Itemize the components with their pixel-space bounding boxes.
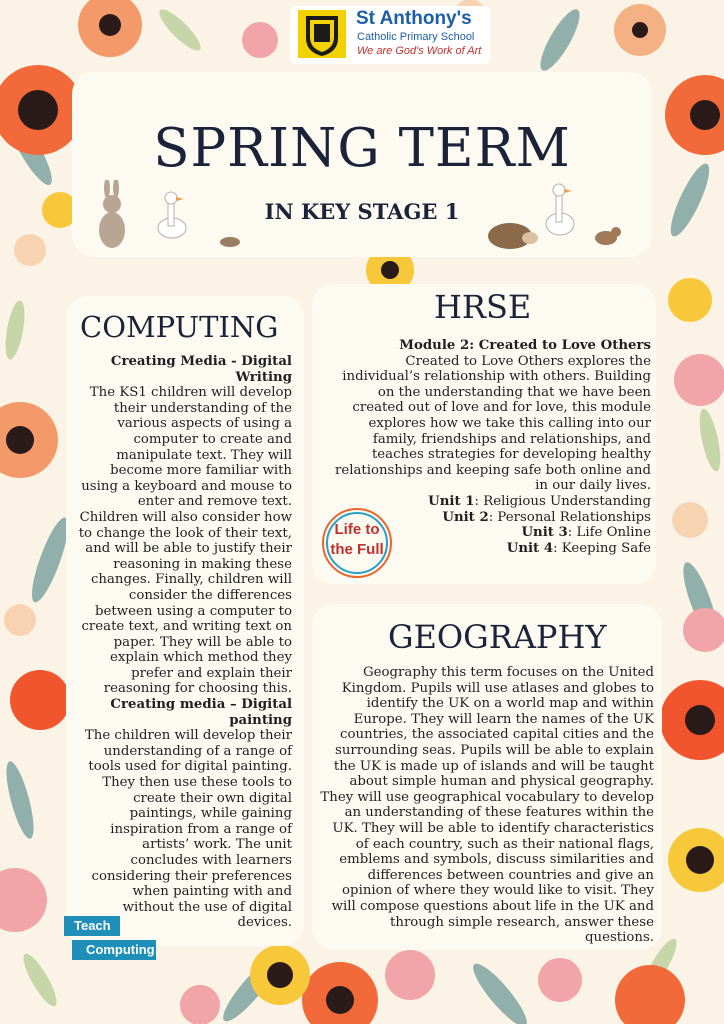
- school-crest-icon: [296, 8, 348, 60]
- geography-text: Geography this term focuses on the United Kingdom. Pupils will use atlases and globes to identify the UK on a world map and within Europe. They will learn the names of the UK countries, the associated capital cities and the surrounding seas. Pupils will be able to explain the UK is made up of islands and will be taught about simple human and physical geography. They will use geographical vocabulary to develop an understanding of these features within the UK. They will be able to identify characteristics of each country, such as their national flags, emblems and symbols, discuss similarities and differences between countries and give an opinion of where they would like to visit. They will compose questions about life in the UK and through simple research, answer these questions.: [320, 665, 654, 946]
- school-name: St Anthony's: [356, 8, 472, 29]
- hrse-unit-1: Unit 1: Religious Understanding: [428, 493, 651, 509]
- page-title: SPRING TERM: [153, 118, 571, 179]
- hrse-module-title: Module 2: Created to Love Others: [399, 338, 651, 353]
- computing-unit2-title: Creating media – Digital painting: [110, 697, 292, 728]
- animals-illustration: [90, 180, 630, 250]
- hrse-unit-2: Unit 2: Personal Relationships: [442, 509, 651, 525]
- hrse-description: Created to Love Others explores the individual’s relationship with others. Building on the understanding that we have been created out of love and for love, this module explores how we take this calling into our family, friendships and relationships, and teaches strategies for developing healthy relationships and keeping safe both online and in our daily lives.: [334, 353, 651, 494]
- hrse-unit-3: Unit 3: Life Online: [521, 525, 651, 541]
- computing-heading: COMPUTING: [80, 310, 279, 344]
- life-to-the-full-text: Life to the Full: [330, 521, 384, 558]
- teach-computing-logo: [64, 916, 158, 966]
- computing-unit1-text: The KS1 children will develop their understanding of the various aspects of using a computer to create and manipulate text. They will become more familiar with using a keyboard and mouse to enter and remove text. Children will also consider how to change the look of their text, and will be able to justify their reasoning in making these changes. Finally, children will consider the differences between using a computer to create text, and writing text on paper. They will be able to explain which method they prefer and explain their reasoning for choosing this.: [78, 385, 292, 697]
- school-subtitle: Catholic Primary School: [357, 31, 475, 43]
- hrse-heading: HRSE: [434, 288, 532, 326]
- teach-logo-line2: Computing: [86, 942, 155, 957]
- computing-text: [78, 354, 292, 931]
- page-subtitle: IN KEY STAGE 1: [264, 199, 460, 224]
- school-motto: We are God's Work of Art: [357, 45, 482, 57]
- computing-unit2-text: The children will develop their understanding of a range of tools used for digital painting. They then use these tools to create their own digital paintings, while gaining inspiration from a range of artists’ work. The unit concludes with learners considering their preferences when painting with and without the use of digital devices.: [84, 728, 292, 931]
- teach-logo-line1: Teach: [74, 918, 111, 933]
- hrse-unit-4: Unit 4: Keeping Safe: [506, 540, 651, 556]
- computing-unit1-title: Creating Media - Digital Writing: [110, 354, 292, 385]
- geography-heading: GEOGRAPHY: [388, 618, 607, 656]
